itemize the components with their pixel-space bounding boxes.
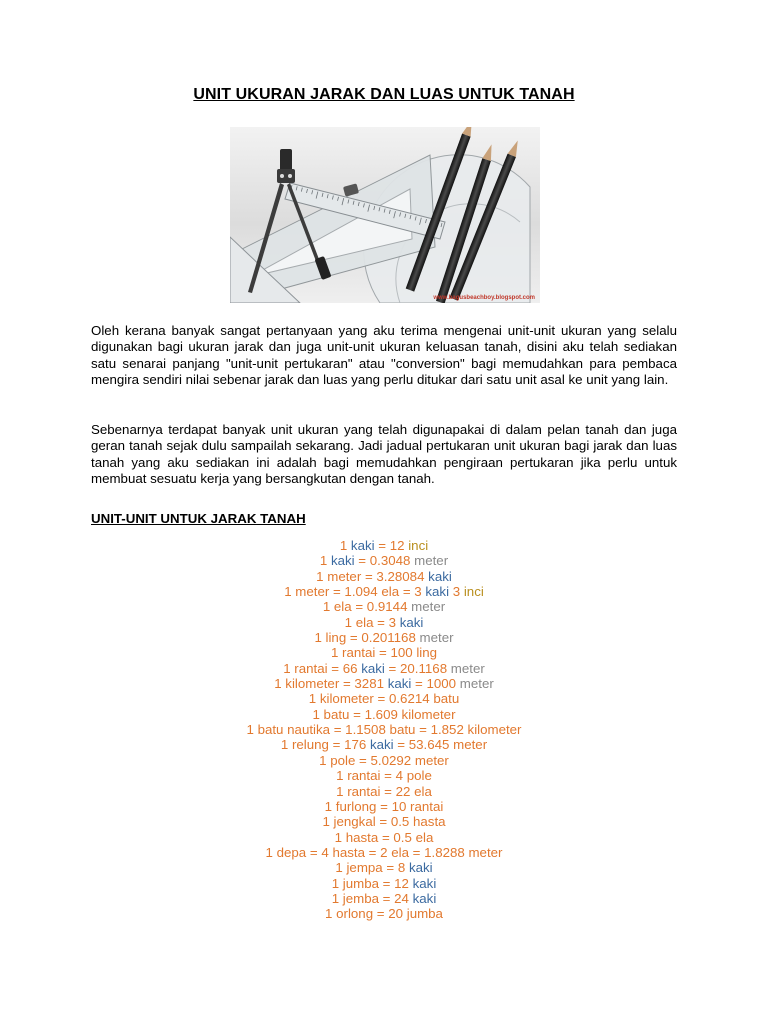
- conversion-token: 1 jempa = 8: [335, 860, 409, 876]
- conversion-token: kaki: [408, 860, 433, 876]
- conversion-line: [0, 891, 768, 906]
- conversion-line: [0, 538, 768, 553]
- conversion-line: [0, 584, 768, 599]
- conversion-token: = 12: [374, 538, 409, 553]
- conversion-line: [0, 630, 768, 645]
- conversion-token: 1 kilometer = 3281: [274, 676, 388, 692]
- conversion-token: 1 orlong = 20 jumba: [325, 906, 443, 922]
- conversion-token: = 53.645 meter: [393, 737, 488, 753]
- conversion-token: 1: [339, 538, 351, 553]
- conversion-token: 1 kilometer = 0.6214 batu: [308, 691, 460, 707]
- conversion-token: 1 meter = 3.28084: [316, 568, 429, 584]
- conversion-token: 1 pole = 5.0292 meter: [319, 752, 449, 768]
- conversion-token: meter: [450, 660, 485, 676]
- conversion-token: meter: [411, 599, 446, 615]
- conversion-token: meter: [414, 553, 449, 569]
- conversion-token: 1 jumba = 12: [331, 875, 413, 891]
- conversion-line: [0, 569, 768, 584]
- conversion-token: 1 meter = 1.094 ela = 3: [284, 584, 426, 600]
- conversion-line: [0, 906, 768, 921]
- conversion-token: 1 batu = 1.609 kilometer: [312, 706, 456, 722]
- conversion-line: [0, 784, 768, 799]
- conversion-line: [0, 722, 768, 737]
- conversion-token: 1 ela = 0.9144: [322, 599, 412, 615]
- conversion-token: kaki: [399, 614, 424, 630]
- conversion-token: 1 furlong = 10 rantai: [324, 798, 444, 814]
- conversion-token: kaki: [412, 875, 437, 891]
- photo-watermark: www.bagusbeachboy.blogspot.com: [433, 295, 535, 301]
- conversion-line: [0, 753, 768, 768]
- conversion-token: 1 jengkal = 0.5 hasta: [322, 814, 446, 830]
- conversion-token: meter: [419, 630, 454, 646]
- conversion-token: 1 jemba = 24: [331, 890, 413, 906]
- conversion-line: [0, 876, 768, 891]
- conversion-token: = 1000: [411, 676, 460, 692]
- conversion-line: [0, 830, 768, 845]
- conversion-token: kaki: [350, 538, 375, 553]
- intro-paragraph: Oleh kerana banyak sangat pertanyaan yang aku terima mengenai unit-unit ukuran yang selalu digunakan bagi ukuran jarak dan juga unit-unit ukuran keluasan tanah, disini aku telah sediakan satu senarai panjang "unit-unit pertukaran" atau "conversion" bagi memudahkan para pembaca mengira sendiri nilai sebenar jarak dan luas yang perlu ditukar dari satu unit asal ke unit yang lain.: [91, 323, 677, 388]
- conversion-line: [0, 615, 768, 630]
- document-title: UNIT UKURAN JARAK DAN LUAS UNTUK TANAH: [193, 86, 575, 103]
- conversion-token: kaki: [330, 553, 355, 569]
- conversion-token: kaki: [369, 737, 394, 753]
- conversion-token: kaki: [425, 584, 450, 600]
- conversion-line: [0, 737, 768, 752]
- conversion-line: [0, 599, 768, 614]
- conversion-line: [0, 860, 768, 875]
- section-heading: UNIT-UNIT UNTUK JARAK TANAH: [91, 511, 306, 526]
- conversion-token: 1 rantai = 66: [283, 660, 362, 676]
- conversion-token: 1 ela = 3: [344, 614, 400, 630]
- drafting-tools-photo: [230, 127, 540, 303]
- conversion-line: [0, 676, 768, 691]
- conversion-token: 1 depa = 4 hasta = 2 ela = 1.8288 meter: [265, 844, 503, 860]
- conversion-token: kaki: [361, 660, 385, 676]
- conversion-line: [0, 768, 768, 783]
- conversion-line: [0, 691, 768, 706]
- conversion-token: 1 ling = 0.201168: [314, 630, 420, 646]
- conversion-token: 1 batu nautika = 1.1508 batu = 1.852 kilometer: [246, 722, 522, 738]
- conversion-token: = 20.1168: [384, 660, 451, 676]
- conversion-token: kaki: [412, 890, 437, 906]
- conversion-token: 1 rantai = 4 pole: [336, 768, 432, 784]
- conversion-list: [0, 538, 768, 922]
- conversion-line: [0, 799, 768, 814]
- conversion-line: [0, 845, 768, 860]
- conversion-token: kaki: [428, 568, 452, 584]
- conversion-token: 1 hasta = 0.5 ela: [334, 829, 434, 845]
- body-paragraph: Sebenarnya terdapat banyak unit ukuran yang telah digunapakai di dalam pelan tanah dan juga geran tanah sejak dulu sampailah sekarang. Jadi jadual pertukaran unit ukuran bagi jarak dan luas tanah yang aku sediakan ini adalah bagi memudahkan pengiraan pertukaran jika perlu untuk membuat sesuatu kerja yang bersangkutan dengan tanah.: [91, 422, 677, 487]
- conversion-line: [0, 661, 768, 676]
- conversion-token: kaki: [387, 676, 412, 692]
- conversion-line: [0, 645, 768, 660]
- conversion-token: 1 relung = 176: [280, 737, 370, 753]
- conversion-token: 1 rantai = 22 ela: [336, 783, 432, 799]
- conversion-token: 1: [319, 553, 331, 569]
- conversion-line: [0, 707, 768, 722]
- conversion-token: 1 rantai = 100 ling: [330, 645, 438, 661]
- conversion-token: meter: [459, 676, 494, 692]
- conversion-line: [0, 553, 768, 568]
- conversion-token: = 0.3048: [354, 553, 415, 569]
- conversion-line: [0, 814, 768, 829]
- conversion-token: inci: [408, 538, 429, 553]
- conversion-token: inci: [463, 584, 484, 600]
- conversion-token: 3: [449, 584, 464, 600]
